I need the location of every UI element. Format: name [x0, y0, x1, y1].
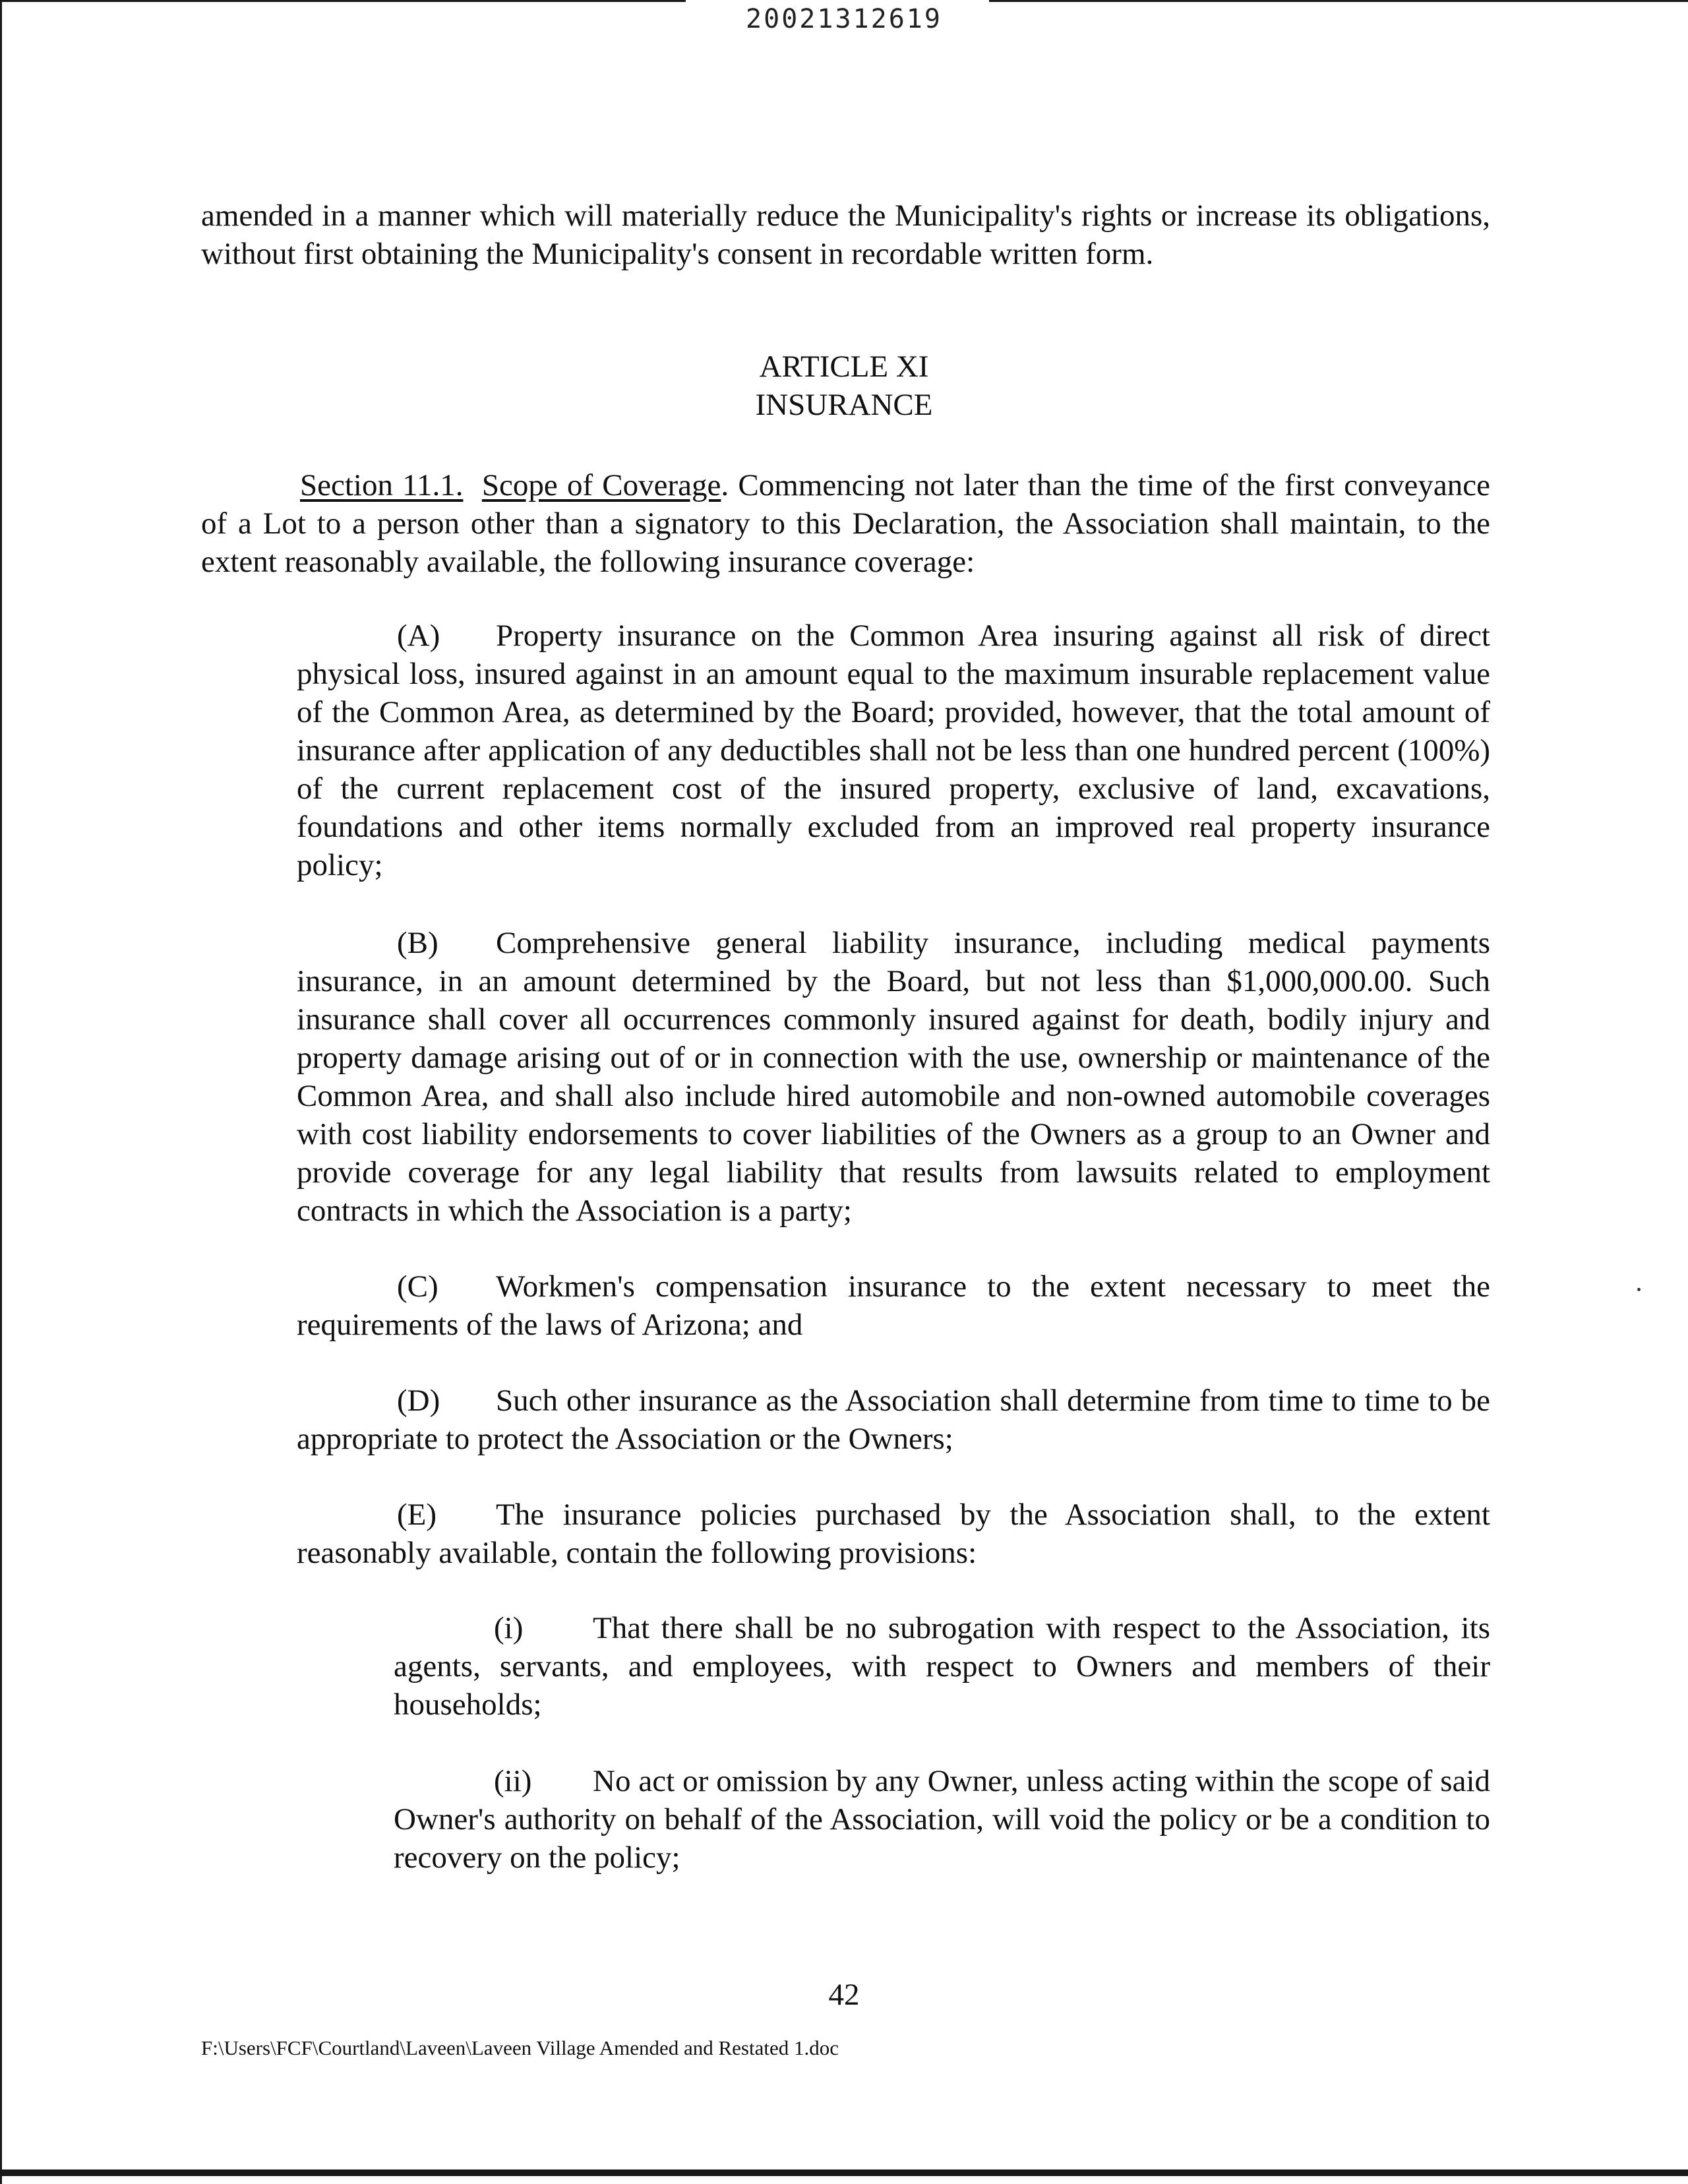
item-c	[297, 1267, 1490, 1344]
item-b	[297, 924, 1490, 1230]
carryover-paragraph: amended in a manner which will materially reduce the Municipality's rights or increase its obligations, without first obtaining the Municipality's consent in recordable written form.	[201, 198, 1490, 271]
section-number: Section 11.1.	[300, 468, 464, 502]
scan-edge-left	[0, 0, 2, 2184]
scan-edge-top-right	[989, 0, 1688, 2]
subitem-i	[394, 1609, 1490, 1724]
section-title: Scope of Coverage	[481, 468, 721, 502]
item-label: (D)	[397, 1383, 440, 1418]
subitem-label: (i)	[494, 1611, 524, 1645]
item-label: (C)	[397, 1269, 438, 1304]
item-text: Property insurance on the Common Area insuring against all risk of direct physical loss, insured against in an amount equal to the maximum insurable replacement value of the Common Area, as determined by the Board; provided, however, that the total amount of insurance after application of any deductibles shall not be less than one hundred percent (100%) of the current replacement cost of the insured property, exclusive of land, excavations, foundations and other items normally excluded from an improved real property insurance policy;	[297, 619, 1490, 882]
article-title: INSURANCE	[755, 388, 933, 422]
file-path-footer: F:\Users\FCF\Courtland\Laveen\Laveen Village Amended and Restated 1.doc	[201, 2036, 839, 2059]
item-a	[297, 617, 1490, 884]
item-text: Workmen's compensation insurance to the extent necessary to meet the requirements of the laws of Arizona; and	[297, 1269, 1490, 1342]
scan-edge-top-left	[0, 0, 686, 2]
item-label: (B)	[397, 926, 438, 960]
article-number: ARTICLE XI	[759, 349, 929, 384]
subitem-label: (ii)	[494, 1764, 532, 1798]
scan-speck	[1637, 1288, 1641, 1291]
page-number: 42	[828, 1978, 860, 2012]
subitem-text: That there shall be no subrogation with respect to the Association, its agents, servants, and employees, with respect to Owners and members of their households;	[394, 1611, 1490, 1722]
scan-edge-bottom	[0, 2169, 1688, 2176]
recording-number: 20021312619	[746, 4, 942, 34]
item-text: Such other insurance as the Association shall determine from time to time to be appropriate to protect the Association or the Owners;	[297, 1383, 1490, 1456]
item-d	[297, 1381, 1490, 1458]
item-label: (A)	[397, 619, 440, 653]
item-label: (E)	[397, 1498, 437, 1532]
item-text: The insurance policies purchased by the Association shall, to the extent reasonably available, contain the following provisions:	[297, 1498, 1490, 1570]
section-text: . Commencing not later than the time of the first conveyance of a Lot to a person other than a signatory to this Declaration, the Association shall maintain, to the extent reasonably available, the following insurance coverage:	[201, 468, 1490, 579]
item-text: Comprehensive general liability insurance, including medical payments insurance, in an amount determined by the Board, but not less than $1,000,000.00. Such insurance shall cover all occurrences commonly insured against for death, bodily injury and property damage arising out of or in connection with the use, ownership or maintenance of the Common Area, and shall also include hired automobile and non-owned automobile coverages with cost liability endorsements to cover liabilities of the Owners as a group to an Owner and provide coverage for any legal liability that results from lawsuits related to employment contracts in which the Association is a party;	[297, 926, 1490, 1228]
subitem-text: No act or omission by any Owner, unless acting within the scope of said Owner's authority on behalf of the Association, will void the policy or be a condition to recovery on the policy;	[394, 1764, 1490, 1875]
item-e	[297, 1496, 1490, 1572]
subitem-ii	[394, 1762, 1490, 1877]
section-11-1-paragraph	[201, 466, 1490, 581]
